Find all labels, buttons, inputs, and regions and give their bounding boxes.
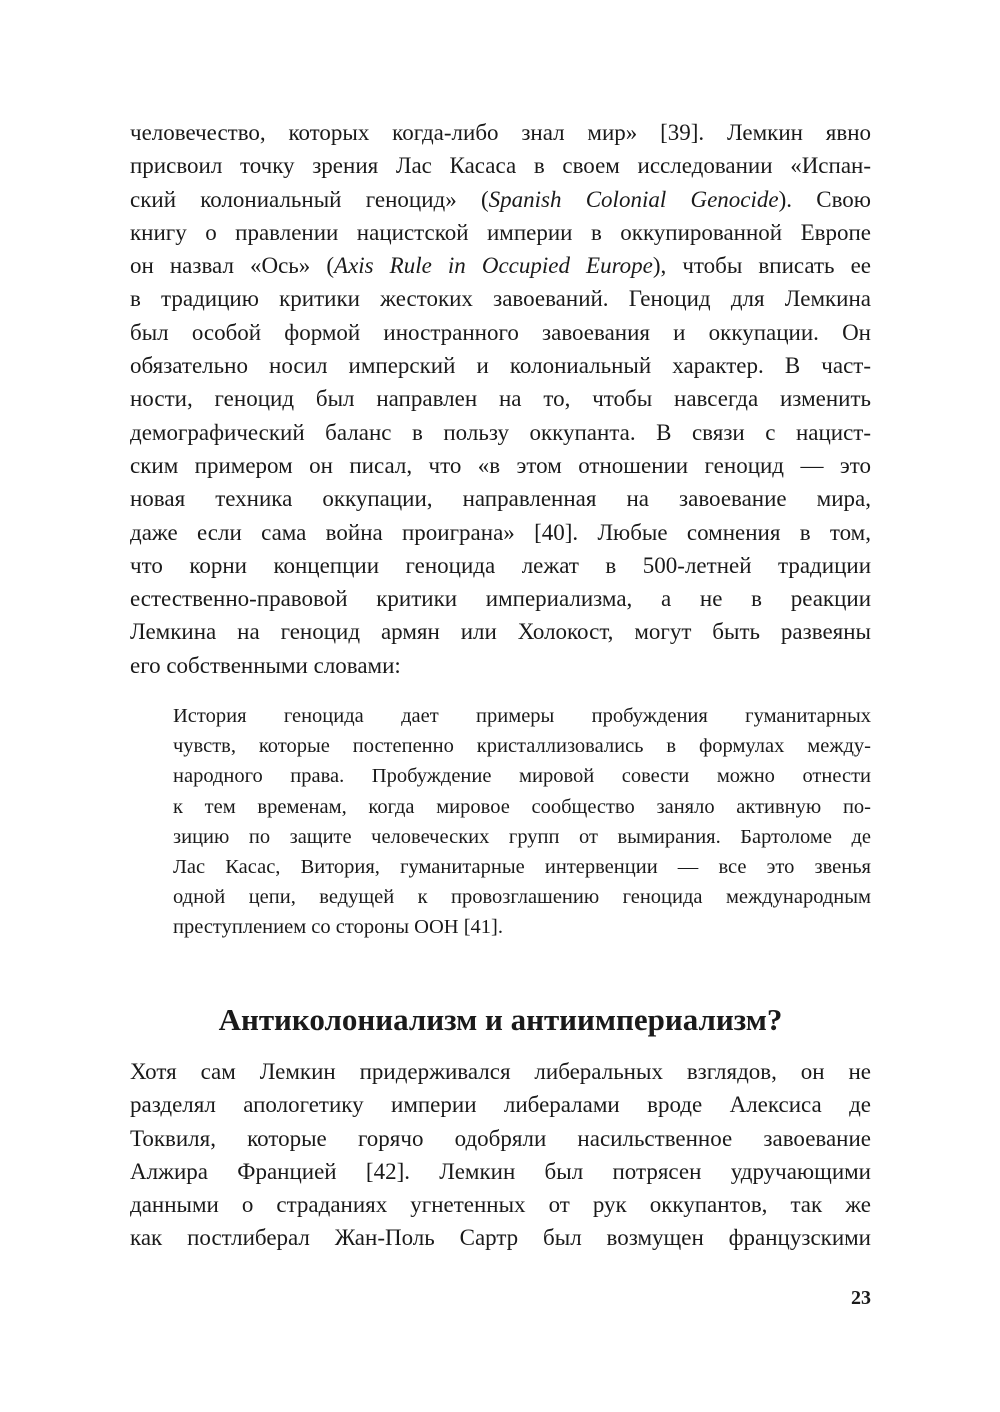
text-line: новая техника оккупации, направленная на завоевание мира, [130, 486, 871, 512]
text-line: естественно-правовой критики империализма, а не в реакции [130, 586, 871, 612]
quote-line: Лас Касас, Витория, гуманитарные интервенции — все это звенья [173, 855, 871, 878]
quote-line: чувств, которые постепенно кристаллизовались в формулах между- [173, 735, 871, 758]
text-line: ским примером он писал, что «в этом отношении геноцид — это [130, 452, 871, 478]
text-line: присвоил точку зрения Лас Касаса в своем исследовании «Испан- [130, 153, 871, 179]
paragraph-1 [130, 116, 871, 682]
section-heading: Антиколониализм и антиимпериализм? [218, 1002, 783, 1037]
text-fragment: он назвал «Ось» ( [130, 253, 335, 279]
quote-line: одной цепи, ведущей к провозглашению геноцида международным [173, 886, 871, 909]
paragraph-2 [130, 1055, 871, 1255]
quote-line: преступлением со стороны ООН [41]. [173, 916, 504, 939]
text-line: демографический баланс в пользу оккупанта. В связи с нацист- [130, 419, 871, 445]
italic-title: Spanish Colonial Genocide [488, 186, 779, 212]
text-line: в традицию критики жестоких завоеваний. Геноцид для Лемкина [130, 286, 871, 312]
text-line: что корни концепции геноцида лежат в 500-летней традиции [130, 552, 871, 578]
text-line: был особой формой иностранного завоевания и оккупации. Он [130, 319, 871, 345]
quote-line: к тем временам, когда мировое сообщество заняло активную по- [173, 795, 871, 818]
text-line: обязательно носил имперский и колониальный характер. В част- [130, 353, 871, 379]
quote-line: народного права. Пробуждение мировой совести можно отнести [173, 765, 871, 788]
text-line: книгу о правлении нацистской империи в оккупированной Европе [130, 219, 871, 245]
quote-line: зицию по защите человеческих групп от вымирания. Бартоломе де [173, 825, 871, 848]
text-line [130, 183, 871, 216]
text-line: Алжира Францией [42]. Лемкин был потрясен удручающими [130, 1158, 871, 1184]
text-fragment: ). Свою [778, 186, 871, 212]
text-fragment: ), чтобы вписать ее [652, 253, 871, 279]
text-line: Хотя сам Лемкин придерживался либеральных взглядов, он не [130, 1059, 871, 1084]
text-line: даже если сама война проиграна» [40]. Любые сомнения в том, [130, 519, 871, 545]
text-line: ности, геноцид был направлен на то, чтобы навсегда изменить [130, 386, 871, 412]
text-line: Лемкина на геноцид армян или Холокост, могут быть развеяны [130, 619, 871, 645]
block-quote [173, 701, 871, 943]
text-line: человечество, которых когда-либо знал мир» [39]. Лемкин явно [130, 120, 871, 145]
page-number: 23 [851, 1287, 871, 1309]
italic-title: Axis Rule in Occupied Europe [334, 253, 653, 279]
text-line: его собственными словами: [130, 652, 401, 678]
text-line: как постлиберал Жан-Поль Сартр был возмущен французскими [130, 1225, 871, 1251]
text-line: Токвиля, которые горячо одобряли насильственное завоевание [130, 1125, 871, 1151]
text-line: данными о страданиях угнетенных от рук оккупантов, так же [130, 1192, 871, 1218]
text-line: разделял апологетику империи либералами вроде Алексиса де [130, 1092, 871, 1118]
quote-line: История геноцида дает примеры пробуждения гуманитарных [173, 705, 871, 727]
text-line [130, 249, 871, 282]
text-fragment: ский колониальный геноцид» ( [130, 186, 489, 212]
